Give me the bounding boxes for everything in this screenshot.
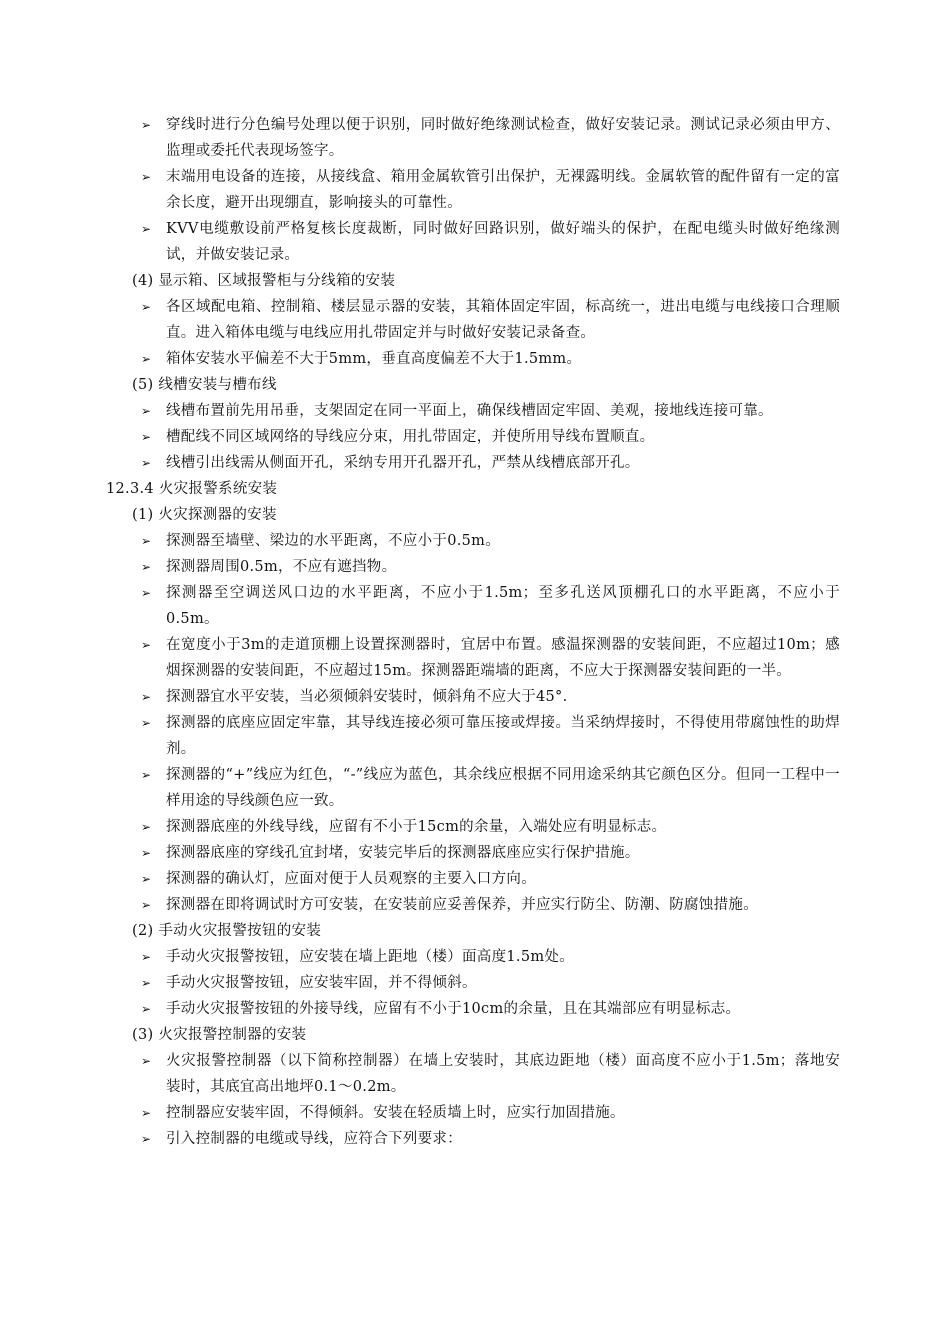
bullet-item: [0, 996, 840, 1022]
bullet-item: [0, 710, 840, 762]
bullet-text: 火灾报警控制器（以下简称控制器）在墙上安装时，其底边距地（楼）面高度不应小于1.5m；落地安装时，其底宜高出地坪0.1～0.2m。: [166, 1053, 840, 1095]
arrow-bullet-icon: ➢: [141, 222, 152, 236]
bullet-text: 各区域配电箱、控制箱、楼层显示器的安装，其箱体固定牢固，标高统一，进出电缆与电线接口合理顺直。进入箱体电缆与电线应用扎带固定并与时做好安装记录备查。: [166, 299, 840, 341]
arrow-bullet-icon: ➢: [141, 1054, 152, 1068]
bullet-item: [0, 398, 840, 424]
bullet-text: 探测器至空调送风口边的水平距离，不应小于1.5m；至多孔送风顶棚孔口的水平距离，不应小于0.5m。: [166, 585, 840, 627]
bullet-item: [0, 164, 840, 216]
bullet-item: [0, 684, 840, 710]
bullet-item: [0, 554, 840, 580]
arrow-bullet-icon: ➢: [141, 950, 152, 964]
arrow-bullet-icon: ➢: [141, 1106, 152, 1120]
bullet-text: 手动火灾报警按钮的外接导线，应留有不小于10cm的余量，且在其端部应有明显标志。: [166, 1001, 741, 1017]
bullet-item: [0, 580, 840, 632]
arrow-bullet-icon: ➢: [141, 638, 152, 652]
arrow-bullet-icon: ➢: [141, 430, 152, 444]
bullet-item: [0, 866, 840, 892]
bullet-text: KVV电缆敷设前严格复核长度裁断，同时做好回路识别，做好端头的保护，在配电缆头时做好绝缘测试，并做安装记录。: [166, 221, 840, 263]
bullet-item: [0, 216, 840, 268]
arrow-bullet-icon: ➢: [141, 690, 152, 704]
arrow-bullet-icon: ➢: [141, 404, 152, 418]
bullet-text: 末端用电设备的连接，从接线盒、箱用金属软管引出保护，无裸露明线。金属软管的配件留有一定的富余长度，避开出现绷直，影响接头的可靠性。: [166, 169, 840, 211]
bullet-text: 探测器周围0.5m，不应有遮挡物。: [166, 559, 397, 575]
bullet-item: [0, 892, 840, 918]
bullet-item: [0, 112, 840, 164]
bullet-item: [0, 632, 840, 684]
bullet-text: 穿线时进行分色编号处理以便于识别，同时做好绝缘测试检查，做好安装记录。测试记录必须由甲方、监理或委托代表现场签字。: [166, 117, 840, 159]
arrow-bullet-icon: ➢: [141, 820, 152, 834]
arrow-bullet-icon: ➢: [141, 872, 152, 886]
bullet-text: 探测器的确认灯，应面对便于人员观察的主要入口方向。: [166, 871, 536, 887]
arrow-bullet-icon: ➢: [141, 768, 152, 782]
arrow-bullet-icon: ➢: [141, 846, 152, 860]
bullet-item: [0, 424, 840, 450]
arrow-bullet-icon: ➢: [141, 1002, 152, 1016]
bullet-item: [0, 346, 840, 372]
arrow-bullet-icon: ➢: [141, 534, 152, 548]
bullet-text: 手动火灾报警按钮，应安装牢固，并不得倾斜。: [166, 975, 477, 991]
bullet-text: 线槽引出线需从侧面开孔，采纳专用开孔器开孔，严禁从线槽底部开孔。: [166, 455, 640, 471]
section-heading: 12.3.4 火灾报警系统安装: [106, 481, 278, 497]
bullet-item: [0, 1048, 840, 1100]
bullet-item: [0, 1100, 840, 1126]
bullet-text: 引入控制器的电缆或导线，应符合下列要求：: [166, 1131, 462, 1147]
arrow-bullet-icon: ➢: [141, 456, 152, 470]
bullet-text: 探测器底座的外线导线，应留有不小于15cm的余量，入端处应有明显标志。: [166, 819, 667, 835]
bullet-text: 槽配线不同区域网络的导线应分束，用扎带固定，并使所用导线布置顺直。: [166, 429, 655, 445]
bullet-item: [0, 450, 840, 476]
bullet-text: 探测器底座的穿线孔宜封堵，安装完毕后的探测器底座应实行保护措施。: [166, 845, 640, 861]
subsection-heading: (2) 手动火灾报警按钮的安装: [132, 923, 322, 939]
bullet-text: 探测器至墙壁、梁边的水平距离，不应小于0.5m。: [166, 533, 501, 549]
bullet-text: 探测器宜水平安装，当必须倾斜安装时，倾斜角不应大于45°.: [166, 689, 568, 705]
arrow-bullet-icon: ➢: [141, 1132, 152, 1146]
bullet-item: [0, 840, 840, 866]
bullet-item: [0, 814, 840, 840]
bullet-text: 控制器应安装牢固，不得倾斜。安装在轻质墙上时，应实行加固措施。: [166, 1105, 625, 1121]
arrow-bullet-icon: ➢: [141, 898, 152, 912]
subsection-heading: (3) 火灾报警控制器的安装: [132, 1027, 307, 1043]
arrow-bullet-icon: ➢: [141, 352, 152, 366]
subsection-heading: (5) 线槽安装与槽布线: [132, 377, 277, 393]
arrow-bullet-icon: ➢: [141, 560, 152, 574]
bullet-item: [0, 944, 840, 970]
bullet-item: [0, 762, 840, 814]
bullet-text: 手动火灾报警按钮，应安装在墙上距地（楼）面高度1.5m处。: [166, 949, 575, 965]
bullet-text: 探测器的“+”线应为红色，“-”线应为蓝色，其余线应根据不同用途采纳其它颜色区分。但同一工程中一样用途的导线颜色应一致。: [166, 767, 840, 809]
arrow-bullet-icon: ➢: [141, 170, 152, 184]
bullet-item: [0, 970, 840, 996]
arrow-bullet-icon: ➢: [141, 300, 152, 314]
bullet-text: 探测器在即将调试时方可安装，在安装前应妥善保养，并应实行防尘、防潮、防腐蚀措施。: [166, 897, 758, 913]
bullet-text: 箱体安装水平偏差不大于5mm，垂直高度偏差不大于1.5mm。: [166, 351, 582, 367]
bullet-text: 在宽度小于3m的走道顶棚上设置探测器时，宜居中布置。感温探测器的安装间距，不应超过10m；感烟探测器的安装间距，不应超过15m。探测器距端墙的距离，不应大于探测器安装间距的一半。: [166, 637, 840, 679]
arrow-bullet-icon: ➢: [141, 118, 152, 132]
document-page: [0, 112, 950, 1152]
bullet-item: [0, 294, 840, 346]
bullet-item: [0, 1126, 840, 1152]
arrow-bullet-icon: ➢: [141, 976, 152, 990]
bullet-item: [0, 528, 840, 554]
bullet-text: 探测器的底座应固定牢靠，其导线连接必须可靠压接或焊接。当采纳焊接时，不得使用带腐蚀性的助焊剂。: [166, 715, 840, 757]
subsection-heading: (1) 火灾探测器的安装: [132, 507, 277, 523]
arrow-bullet-icon: ➢: [141, 716, 152, 730]
bullet-text: 线槽布置前先用吊垂，支架固定在同一平面上，确保线槽固定牢固、美观，接地线连接可靠。: [166, 403, 773, 419]
arrow-bullet-icon: ➢: [141, 586, 152, 600]
subsection-heading: (4) 显示箱、区域报警柜与分线箱的安装: [132, 273, 396, 289]
